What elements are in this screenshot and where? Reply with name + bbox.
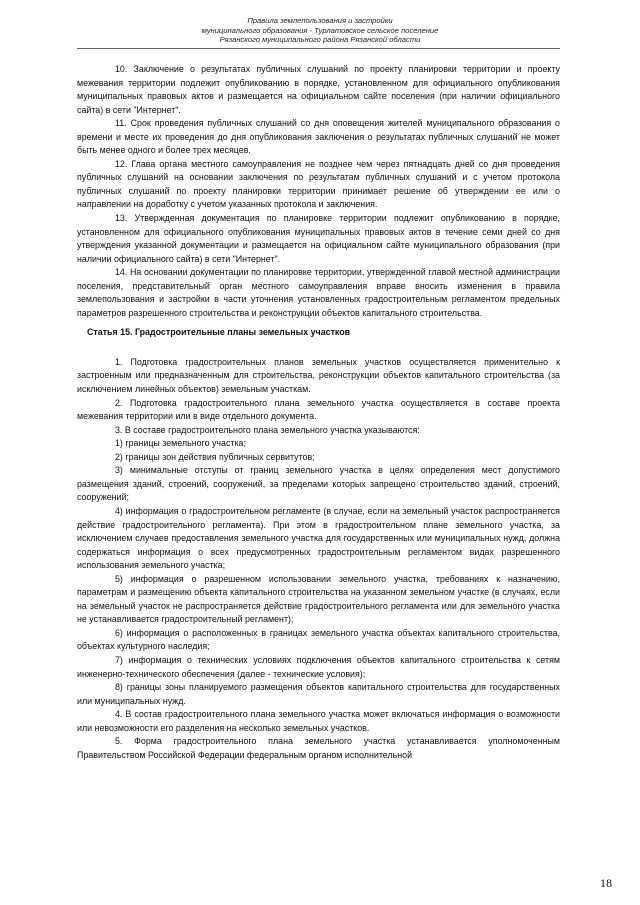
paragraph: 12. Глава органа местного самоуправления не позднее чем через пятнадцать дней со дня проведения публичных слушаний на основании заключения по результатам публичных слушаний и с учетом протокола публичных слушаний по проекту планировки территории принимает решение об утверждении ее или о направлении на доработку с учетом указанных протокола и заключения. xyxy=(77,158,560,210)
paragraph: 4) информация о градостроительном регламенте (в случае, если на земельный участок распространяется действие градостроительного регламента). При этом в градостроительном плане земельного участка, за исключением случаев предоставления земельного участка для государственных или муниципальных нужд, должна содержаться информация о всех предусмотренных градостроительным регламентом видах разрешенного использования земельного участка; xyxy=(77,505,560,571)
header-line-3: Рязанского муниципального района Рязанской области xyxy=(219,35,421,45)
paragraph: 7) информация о технических условиях подключения объектов капитального строительства к сетям инженерно-технического обеспечения (далее - технические условия); xyxy=(77,654,560,679)
header-line-2: муниципального образования - Турлатовское сельское поселение xyxy=(201,25,439,35)
page-number: 18 xyxy=(600,876,612,890)
paragraph: 2. Подготовка градостроительного плана земельного участка осуществляется в составе проекта межевания территории или в виде отдельного документа. xyxy=(77,397,560,422)
body-text xyxy=(77,63,560,762)
article-heading: Статья 15. Градостроительные планы земельных участков xyxy=(87,327,351,338)
running-header xyxy=(150,16,490,45)
paragraph: 1. Подготовка градостроительных планов земельных участков осуществляется применительно к застроенным или предназначенным для строительства, реконструкции объектов капитального строительства (за исключением линейных объектов) земельным участкам. xyxy=(77,356,560,395)
header-divider xyxy=(77,48,560,49)
paragraph: 14. На основании документации по планировке территории, утвержденной главой местной администрации поселения, представительный орган местного самоуправления вправе вносить изменения в правила землепользования и застройки в части уточнения установленных градостроительным регламентом предельных параметров разрешенного строительства и реконструкции объектов капитального строительства. xyxy=(77,267,560,318)
paragraph: 10. Заключение о результатах публичных слушаний по проекту планировки территории и проекту межевания территории подлежит опубликованию в порядке, установленном для официального опубликования муниципальных правовых актов и размещается на официальном сайте поселения (при наличии официального сайта) в сети "Интернет". xyxy=(77,64,560,115)
paragraph: 6) информация о расположенных в границах земельного участка объектах капитального строительства, объектах культурного наследия; xyxy=(77,627,560,652)
header-line-1: Правила землепользования и застройки xyxy=(247,16,393,25)
paragraph: 5) информация о разрешенном использовании земельного участка, требованиях к назначению, параметрам и размещению объекта капитального строительства на указанном земельном участке (в случаях, если на земельный участок не распространяется действие градостроительного регламента или для земельного участка не устанавливается градостроительный регламент); xyxy=(77,573,560,625)
paragraph: 8) границы зоны планируемого размещения объектов капитального строительства для государственных или муниципальных нужд. xyxy=(77,682,560,706)
paragraph: 11. Срок проведения публичных слушаний со дня оповещения жителей муниципального образования о времени и месте их проведения до дня опубликования заключения о результатах публичных слушаний не может быть менее одного и более трех месяцев. xyxy=(77,118,560,156)
paragraph: 3) минимальные отступы от границ земельного участка в целях определения мест допустимого размещения зданий, строений, сооружений, за пределами которых запрещено строительство зданий, строений, сооружений; xyxy=(77,465,560,503)
paragraph: 2) границы зон действия публичных сервитутов; xyxy=(115,451,315,462)
paragraph: 4. В состав градостроительного плана земельного участка может включаться информация о возможности или невозможности его разделения на несколько земельных участков. xyxy=(77,709,560,733)
paragraph: 1) границы земельного участка; xyxy=(115,438,246,449)
paragraph: 5. Форма градостроительного плана земельного участка устанавливается уполномоченным Правительством Российской Федерации федеральным органом исполнительной xyxy=(77,736,560,760)
paragraph: 3. В составе градостроительного плана земельного участка указываются: xyxy=(115,424,420,435)
paragraph: 13. Утвержденная документация по планировке территории подлежит опубликованию в порядке, установленном для официального опубликования муниципальных правовых актов в течение семи дней со дня утверждения указанной документации и размещается на официальном сайте муниципального образования (при наличии официального сайта) в сети "Интернет". xyxy=(77,213,560,264)
